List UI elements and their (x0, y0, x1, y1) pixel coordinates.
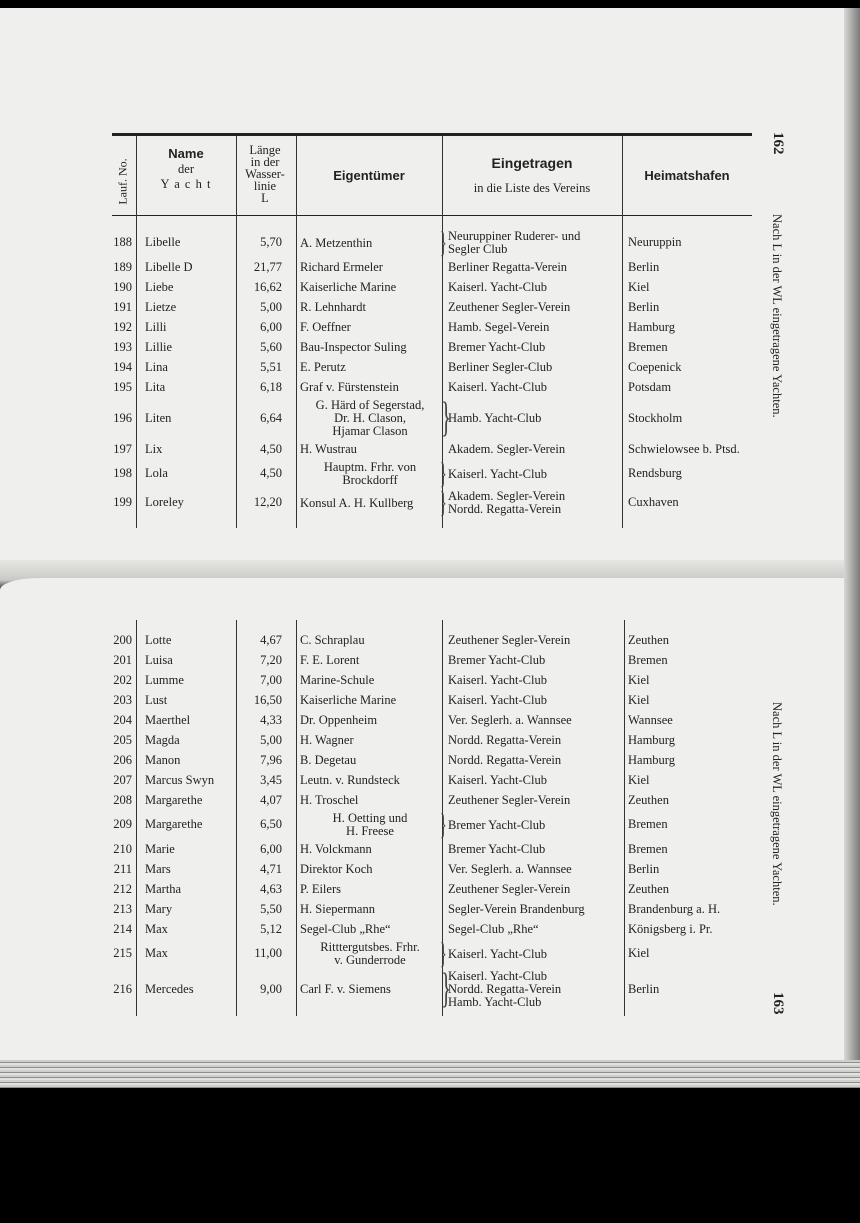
yacht-name: Mercedes (145, 981, 194, 996)
length-wl: 7,00 (260, 672, 282, 687)
owner: H. Wagner (300, 733, 354, 747)
owner: H. Troschel (300, 793, 359, 807)
side-note-bottom: Nach L in der WL eingetragene Yachten. (770, 702, 784, 906)
owner: Bau-Inspector Suling (300, 340, 407, 354)
home-port: Cuxhaven (628, 495, 679, 509)
home-port: Schwielowsee b. Ptsd. (628, 441, 740, 456)
home-port: Rendsburg (628, 466, 682, 480)
yacht-name: Maerthel (145, 712, 191, 727)
brace-mark: } (441, 966, 452, 1012)
yacht-name: Libelle D (145, 259, 193, 274)
row-number: 202 (113, 672, 132, 687)
yacht-name: Lillie (145, 339, 173, 354)
row-number: 213 (113, 901, 132, 916)
home-port: Potsdam (628, 379, 672, 394)
row-number: 201 (113, 652, 132, 667)
yacht-name: Margarethe (145, 817, 203, 831)
length-wl: 5,70 (260, 235, 282, 249)
length-wl: 21,77 (253, 259, 282, 274)
column-line (624, 620, 625, 1016)
club: Berliner Regatta-Verein (448, 260, 568, 274)
owner: Hauptm. Frhr. von (323, 460, 417, 474)
home-port: Berlin (628, 259, 660, 274)
owner: Segel-Club „Rhe“ (300, 922, 391, 936)
length-wl: 16,62 (253, 279, 282, 294)
header-bottom-rule (112, 215, 752, 216)
column-line (136, 136, 137, 528)
length-wl: 4,33 (260, 712, 282, 727)
row-number: 192 (113, 319, 132, 334)
row-number: 198 (113, 466, 132, 480)
owner: E. Perutz (300, 360, 346, 374)
row-number: 193 (113, 339, 132, 354)
owner: B. Degetau (300, 753, 357, 767)
yacht-name: Luisa (145, 652, 173, 667)
club: Akadem. Segler-Verein (448, 489, 566, 503)
header-lauf-no: Lauf. No. (115, 158, 130, 205)
row-number: 208 (113, 792, 132, 807)
yacht-name: Marcus Swyn (145, 772, 215, 787)
club: Kaiserl. Yacht-Club (448, 969, 547, 983)
home-port: Kiel (628, 692, 650, 707)
yacht-name: Lotte (145, 632, 172, 647)
row-number: 215 (113, 946, 132, 960)
length-wl: 9,00 (260, 981, 282, 996)
brace-mark: } (439, 226, 447, 259)
length-wl: 5,60 (260, 339, 282, 354)
owner: Direktor Koch (300, 862, 373, 876)
owner: H. Wustrau (300, 442, 357, 456)
yacht-name: Lust (145, 692, 168, 707)
row-number: 211 (113, 861, 132, 876)
length-wl: 4,67 (260, 632, 282, 647)
header-eigentuemer: Eigentümer (333, 168, 405, 183)
length-wl: 3,45 (260, 772, 282, 787)
owner: A. Metzenthin (300, 235, 373, 250)
length-wl: 5,51 (260, 359, 282, 374)
club: Kaiserl. Yacht-Club (448, 773, 547, 787)
home-port: Hamburg (628, 319, 675, 334)
brace-mark: } (441, 395, 452, 441)
yacht-name: Libelle (145, 235, 181, 249)
row-number: 209 (113, 817, 132, 831)
length-wl: 6,00 (260, 841, 282, 856)
yacht-name: Lola (145, 466, 168, 480)
club: Kaiserl. Yacht-Club (448, 673, 547, 687)
owner: P. Eilers (300, 882, 341, 896)
owner: Dr. Oppenheim (300, 713, 378, 727)
length-wl: 4,07 (260, 792, 282, 807)
yacht-name: Max (145, 946, 168, 960)
home-port: Brandenburg a. H. (628, 901, 721, 916)
yacht-name: Liten (145, 410, 172, 425)
owner: Marine-Schule (300, 673, 375, 687)
column-line (622, 136, 623, 528)
club: Segler-Verein Brandenburg (448, 902, 585, 916)
length-wl: 5,00 (260, 299, 282, 314)
yacht-name: Max (145, 921, 168, 936)
club: Segler Club (448, 242, 508, 256)
owner: H. Volckmann (300, 842, 372, 856)
yacht-name: Magda (145, 732, 180, 747)
club: Zeuthener Segler-Verein (448, 793, 571, 807)
home-port: Bremen (628, 817, 668, 831)
owner: v. Gunderrode (334, 953, 406, 967)
club: Kaiserl. Yacht-Club (448, 693, 547, 707)
length-wl: 6,50 (260, 817, 282, 831)
home-port: Bremen (628, 841, 668, 856)
length-wl: 6,18 (260, 379, 282, 394)
brace-mark: } (439, 486, 447, 519)
owner: Dr. H. Clason, (334, 411, 406, 425)
yacht-name: Lita (145, 379, 166, 394)
club: Zeuthener Segler-Verein (448, 633, 571, 647)
club: Bremer Yacht-Club (448, 817, 546, 832)
yacht-name: Martha (145, 881, 182, 896)
club: Neuruppiner Ruderer- und (448, 229, 581, 243)
club: Nordd. Regatta-Verein (448, 733, 562, 747)
club: Bremer Yacht-Club (448, 340, 546, 354)
club: Nordd. Regatta-Verein (448, 753, 562, 767)
home-port: Kiel (628, 279, 650, 294)
brace-mark: } (439, 937, 447, 970)
home-port: Bremen (628, 652, 668, 667)
home-port: Wannsee (628, 712, 673, 727)
owner: Kaiserliche Marine (300, 693, 397, 707)
length-wl: 7,20 (260, 652, 282, 667)
row-number: 189 (113, 259, 132, 274)
row-number: 204 (113, 712, 132, 727)
column-line (296, 620, 297, 1016)
length-wl: 5,00 (260, 732, 282, 747)
row-number: 194 (113, 359, 132, 374)
owner: R. Lehnhardt (300, 300, 366, 314)
yacht-name: Liebe (145, 279, 174, 294)
club: Kaiserl. Yacht-Club (448, 946, 547, 961)
row-number: 191 (113, 299, 132, 314)
length-wl: 7,96 (260, 752, 282, 767)
yacht-name: Lietze (145, 299, 177, 314)
yacht-name: Mars (145, 861, 171, 876)
club: Nordd. Regatta-Verein (448, 502, 562, 516)
owner: Carl F. v. Siemens (300, 982, 391, 996)
row-number: 190 (113, 279, 132, 294)
row-number: 203 (113, 692, 132, 707)
home-port: Zeuthen (628, 632, 669, 647)
row-number: 216 (113, 981, 132, 996)
home-port: Neuruppin (628, 235, 682, 249)
row-number: 199 (113, 495, 132, 509)
club: Bremer Yacht-Club (448, 842, 546, 856)
club: Akadem. Segler-Verein (448, 442, 566, 456)
home-port: Kiel (628, 772, 650, 787)
owner: Brockdorff (342, 473, 398, 487)
row-number: 197 (113, 441, 132, 456)
table-top-rule (112, 133, 752, 136)
row-number: 214 (113, 921, 132, 936)
page-edge-right (844, 8, 860, 1088)
owner: F. Oeffner (300, 320, 351, 334)
header-laenge: Länge in der Wasser- linie L (245, 143, 285, 205)
home-port: Hamburg (628, 732, 675, 747)
row-number: 212 (113, 881, 132, 896)
page-stack-bottom-edge (0, 1060, 860, 1088)
yacht-name: Manon (145, 752, 181, 767)
yacht-name: Marie (145, 841, 175, 856)
owner: C. Schraplau (300, 633, 365, 647)
length-wl: 4,71 (260, 861, 282, 876)
yacht-name: Lumme (145, 672, 184, 687)
length-wl: 12,20 (253, 495, 282, 509)
owner: Ritttergutsbes. Frhr. (320, 940, 420, 954)
yacht-name: Lix (145, 441, 163, 456)
home-port: Kiel (628, 946, 650, 960)
yacht-name: Margarethe (145, 792, 203, 807)
club: Nordd. Regatta-Verein (448, 982, 562, 996)
length-wl: 16,50 (253, 692, 282, 707)
yacht-name: Loreley (145, 495, 184, 509)
brace-mark: } (439, 457, 447, 490)
club: Hamb. Yacht-Club (448, 995, 542, 1009)
club: Kaiserl. Yacht-Club (448, 380, 547, 394)
brace-mark: } (439, 808, 447, 841)
home-port: Königsberg i. Pr. (628, 921, 713, 936)
club: Hamb. Yacht-Club (448, 411, 542, 425)
home-port: Zeuthen (628, 881, 669, 896)
club: Kaiserl. Yacht-Club (448, 466, 547, 481)
club: Kaiserl. Yacht-Club (448, 280, 547, 294)
owner: Konsul A. H. Kullberg (300, 495, 414, 510)
header-name: Name der Y a c h t (160, 146, 212, 191)
home-port: Hamburg (628, 752, 675, 767)
row-number: 200 (113, 632, 132, 647)
club: Berliner Segler-Club (448, 360, 553, 374)
header-eingetragen: Eingetragen in die Liste des Vereins (473, 155, 591, 195)
length-wl: 4,50 (260, 466, 282, 480)
row-number: 196 (113, 410, 132, 425)
length-wl: 6,00 (260, 319, 282, 334)
header-heimatshafen: Heimatshafen (644, 168, 730, 183)
club: Bremer Yacht-Club (448, 653, 546, 667)
length-wl: 6,64 (260, 410, 282, 425)
owner: H. Freese (346, 824, 394, 838)
owner: Kaiserliche Marine (300, 280, 397, 294)
row-number: 210 (113, 841, 132, 856)
club: Ver. Seglerh. a. Wannsee (448, 713, 572, 727)
home-port: Kiel (628, 672, 650, 687)
owner: Leutn. v. Rundsteck (300, 773, 400, 787)
club: Segel-Club „Rhe“ (448, 922, 539, 936)
yacht-name: Lina (145, 359, 168, 374)
home-port: Zeuthen (628, 792, 669, 807)
page-number-162: 162 (770, 132, 786, 155)
home-port: Bremen (628, 339, 668, 354)
owner: G. Härd of Segerstad, (315, 398, 425, 412)
column-line (136, 620, 137, 1016)
side-note-top: Nach L in der WL eingetragene Yachten. (770, 214, 784, 418)
page-number-163: 163 (770, 992, 786, 1015)
owner: H. Oetting und (332, 811, 408, 825)
club: Zeuthener Segler-Verein (448, 882, 571, 896)
owner: Graf v. Fürstenstein (300, 380, 399, 394)
home-port: Berlin (628, 981, 660, 996)
yacht-name: Lilli (145, 319, 167, 334)
owner: Hjamar Clason (332, 424, 408, 438)
row-number: 206 (113, 752, 132, 767)
owner: F. E. Lorent (300, 653, 360, 667)
length-wl: 5,50 (260, 901, 282, 916)
yacht-name: Mary (145, 901, 173, 916)
length-wl: 11,00 (254, 946, 282, 960)
row-number: 188 (113, 235, 132, 249)
home-port: Coepenick (628, 359, 682, 374)
club: Hamb. Segel-Verein (448, 320, 550, 334)
length-wl: 5,12 (260, 921, 282, 936)
club: Zeuthener Segler-Verein (448, 300, 571, 314)
length-wl: 4,63 (260, 881, 282, 896)
length-wl: 4,50 (260, 441, 282, 456)
owner: Richard Ermeler (300, 260, 383, 274)
home-port: Stockholm (628, 410, 683, 425)
row-number: 195 (113, 379, 132, 394)
row-number: 207 (113, 772, 132, 787)
row-number: 205 (113, 732, 132, 747)
owner: H. Siepermann (300, 902, 375, 916)
home-port: Berlin (628, 299, 660, 314)
home-port: Berlin (628, 861, 660, 876)
column-line (296, 136, 297, 528)
club: Ver. Seglerh. a. Wannsee (448, 862, 572, 876)
